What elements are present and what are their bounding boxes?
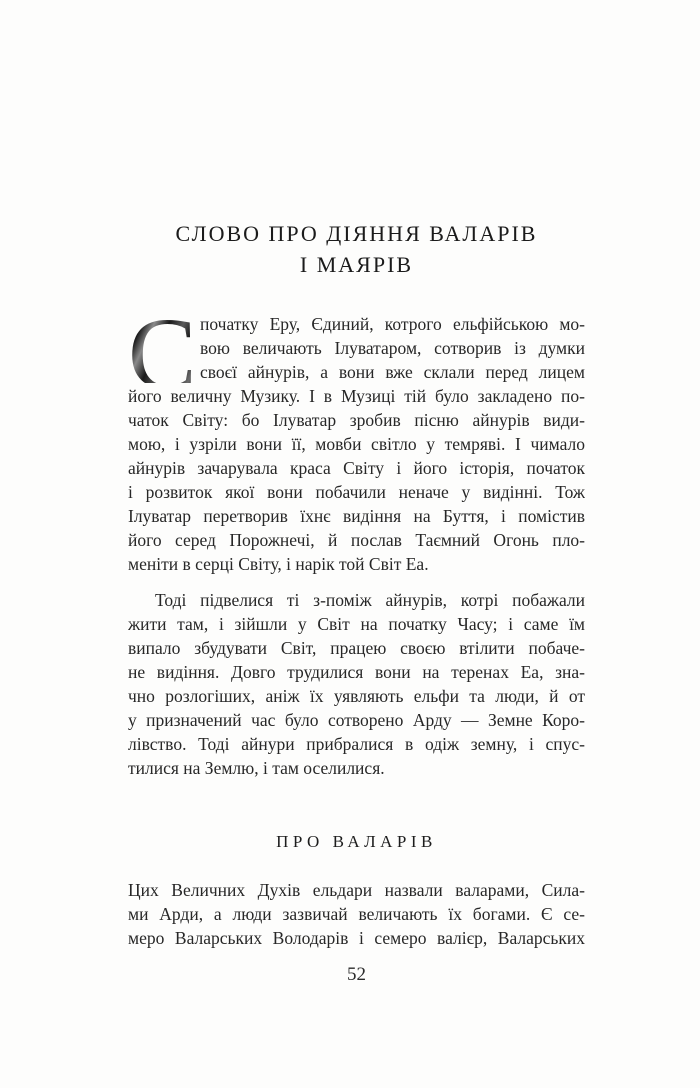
paragraph-2 bbox=[128, 588, 585, 780]
text-line: його величну Музику. І в Музиці тій було закладено по- bbox=[128, 386, 585, 406]
text-line: меро Валарських Володарів і семеро валієр, Валарських bbox=[128, 928, 585, 948]
text-column bbox=[128, 0, 585, 950]
section-heading: ПРО ВАЛАРІВ bbox=[276, 832, 437, 851]
text-line: меніти в серці Світу, і нарік той Світ Еа. bbox=[128, 554, 429, 574]
chapter-title bbox=[128, 218, 585, 280]
text-line: Ілуватар перетворив їхнє видіння на Буття, і помістив bbox=[128, 506, 585, 526]
text-line: Тоді підвелися ті з-поміж айнурів, котрі побажали bbox=[155, 590, 585, 610]
page-number: 52 bbox=[347, 964, 366, 985]
text-line: жити там, і зійшли у Світ на початку Часу; і саме їм bbox=[128, 614, 585, 634]
text-line: мою, і узріли вони її, мовби світло у темряві. І чимало bbox=[128, 434, 585, 454]
text-line: початку Еру, Єдиний, котрого ельфійською мо- bbox=[200, 314, 585, 334]
drop-cap-initial: С bbox=[128, 312, 200, 383]
text-line: випало збудувати Світ, працею своєю втілити побаче- bbox=[128, 638, 585, 658]
chapter-title-line-2: І МАЯРІВ bbox=[299, 252, 414, 277]
text-line: вою величають Ілуватаром, сотворив із думки bbox=[200, 338, 585, 358]
text-line: лівство. Тоді айнури прибралися в одіж земну, і спус- bbox=[128, 734, 585, 754]
text-line: чаток Світу: бо Ілуватар зробив пісню айнурів види- bbox=[128, 410, 585, 430]
paragraph-3 bbox=[128, 878, 585, 950]
text-line: не видіння. Довго трудилися вони на теренах Еа, зна- bbox=[128, 662, 585, 682]
text-line: ми Арди, а люди зазвичай величають їх богами. Є се- bbox=[128, 904, 585, 924]
text-line: чно розлогіших, аніж їх уявляють ельфи та люди, й от bbox=[128, 686, 585, 706]
chapter-title-line-1: СЛОВО ПРО ДІЯННЯ ВАЛАРІВ bbox=[175, 221, 538, 246]
text-line: у призначений час було сотворено Арду — Земне Коро- bbox=[128, 710, 585, 730]
text-line: і розвиток якої вони побачили неначе у видінні. Тож bbox=[128, 482, 585, 502]
text-line: його серед Порожнечі, й послав Таємний Огонь пло- bbox=[128, 530, 585, 550]
text-line: тилися на Землю, і там оселилися. bbox=[128, 758, 385, 778]
text-line: своєї айнурів, а вони вже склали перед лицем bbox=[200, 362, 585, 382]
text-line: айнурів зачарувала краса Світу і його історія, початок bbox=[128, 458, 585, 478]
text-line: Цих Величних Духів ельдари назвали валарами, Сила- bbox=[128, 880, 585, 900]
paragraph-1 bbox=[128, 297, 585, 576]
